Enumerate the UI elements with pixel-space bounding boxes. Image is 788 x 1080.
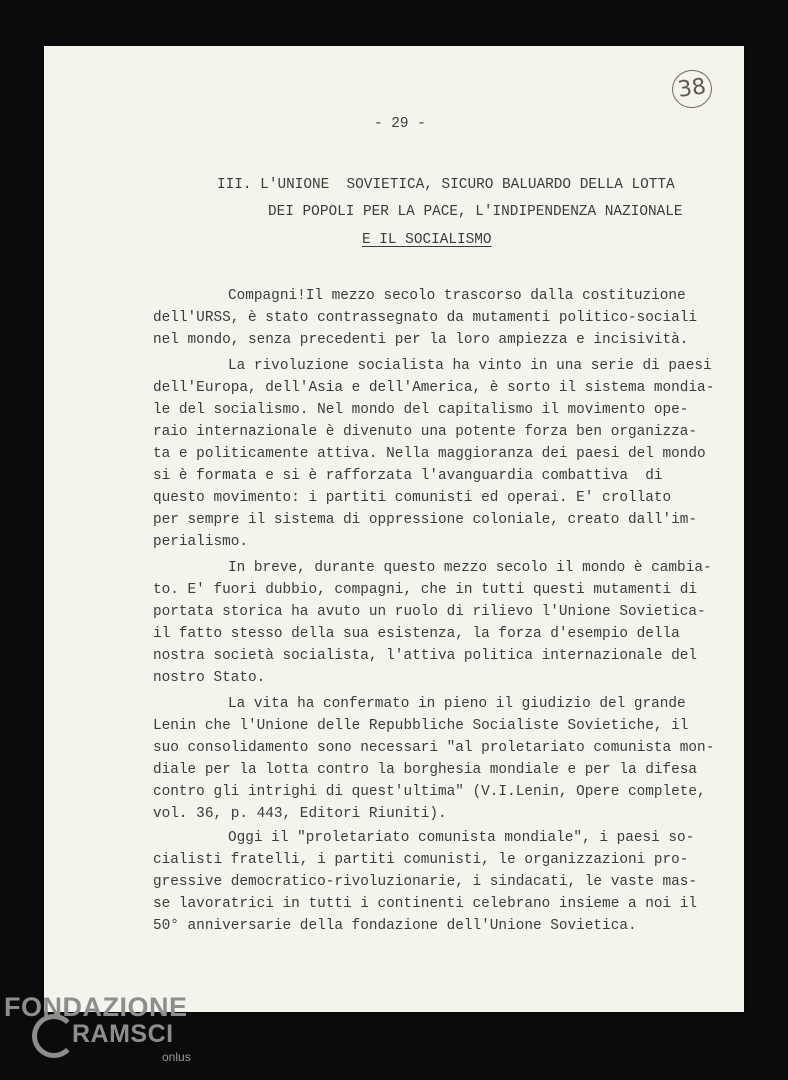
heading-line: E IL SOCIALISMO [362,232,492,248]
body-line: dell'Europa, dell'Asia e dell'America, è sorto il sistema mondia- [153,380,715,396]
watermark-subtitle: RAMSCI [72,1020,174,1048]
body-line: Oggi il "proletariato comunista mondiale", i paesi so- [228,830,695,846]
archive-page-number: 38 [670,67,715,110]
fondazione-gramsci-watermark [4,992,194,1072]
g-logo-icon [32,1014,76,1058]
page-number: - 29 - [374,116,426,132]
body-line: raio internazionale è divenuto una potente forza ben organizza- [153,424,698,440]
body-line: to. E' fuori dubbio, compagni, che in tutti questi mutamenti di [153,582,698,598]
watermark-onlus: onlus [162,1050,191,1064]
body-line: cialisti fratelli, i partiti comunisti, le organizzazioni pro- [153,852,689,868]
body-line: gressive democratico-rivoluzionarie, i sindacati, le vaste mas- [153,874,698,890]
body-line: le del socialismo. Nel mondo del capitalismo il movimento ope- [153,402,689,418]
body-line: perialismo. [153,534,248,550]
body-line: La rivoluzione socialista ha vinto in una serie di paesi [228,358,712,374]
heading-line: DEI POPOLI PER LA PACE, L'INDIPENDENZA NAZIONALE [268,204,683,220]
body-line: 50° anniversarie della fondazione dell'Unione Sovietica. [153,918,637,934]
body-line: vol. 36, p. 443, Editori Riuniti). [153,806,447,822]
body-line: Compagni!Il mezzo secolo trascorso dalla costituzione [228,288,686,304]
body-line: nel mondo, senza precedenti per la loro ampiezza e incisività. [153,332,689,348]
body-line: diale per la lotta contro la borghesia mondiale e per la difesa [153,762,698,778]
body-line: nostro Stato. [153,670,266,686]
body-line: il fatto stesso della sua esistenza, la forza d'esempio della [153,626,680,642]
heading-line: III. L'UNIONE SOVIETICA, SICURO BALUARDO DELLA LOTTA [217,177,675,193]
watermark-title: FONDAZIONE [4,992,188,1022]
body-line: se lavoratrici in tutti i continenti celebrano insieme a noi il [153,896,698,912]
body-line: ta e politicamente attiva. Nella maggioranza dei paesi del mondo [153,446,706,462]
body-line: dell'URSS, è stato contrassegnato da mutamenti politico-sociali [153,310,698,326]
body-line: La vita ha confermato in pieno il giudizio del grande [228,696,686,712]
body-line: questo movimento: i partiti comunisti ed operai. E' crollato [153,490,672,506]
body-line: nostra società socialista, l'attiva politica internazionale del [153,648,698,664]
body-line: Lenin che l'Unione delle Repubbliche Socialiste Sovietiche, il [153,718,689,734]
body-line: si è formata e si è rafforzata l'avanguardia combattiva di [153,468,663,484]
body-line: contro gli intrighi di quest'ultima" (V.I.Lenin, Opere complete, [153,784,706,800]
body-line: In breve, durante questo mezzo secolo il mondo è cambia- [228,560,712,576]
body-line: suo consolidamento sono necessari "al proletariato comunista mon- [153,740,715,756]
body-line: portata storica ha avuto un ruolo di rilievo l'Unione Sovietica- [153,604,706,620]
body-line: per sempre il sistema di oppressione coloniale, creato dall'im- [153,512,698,528]
